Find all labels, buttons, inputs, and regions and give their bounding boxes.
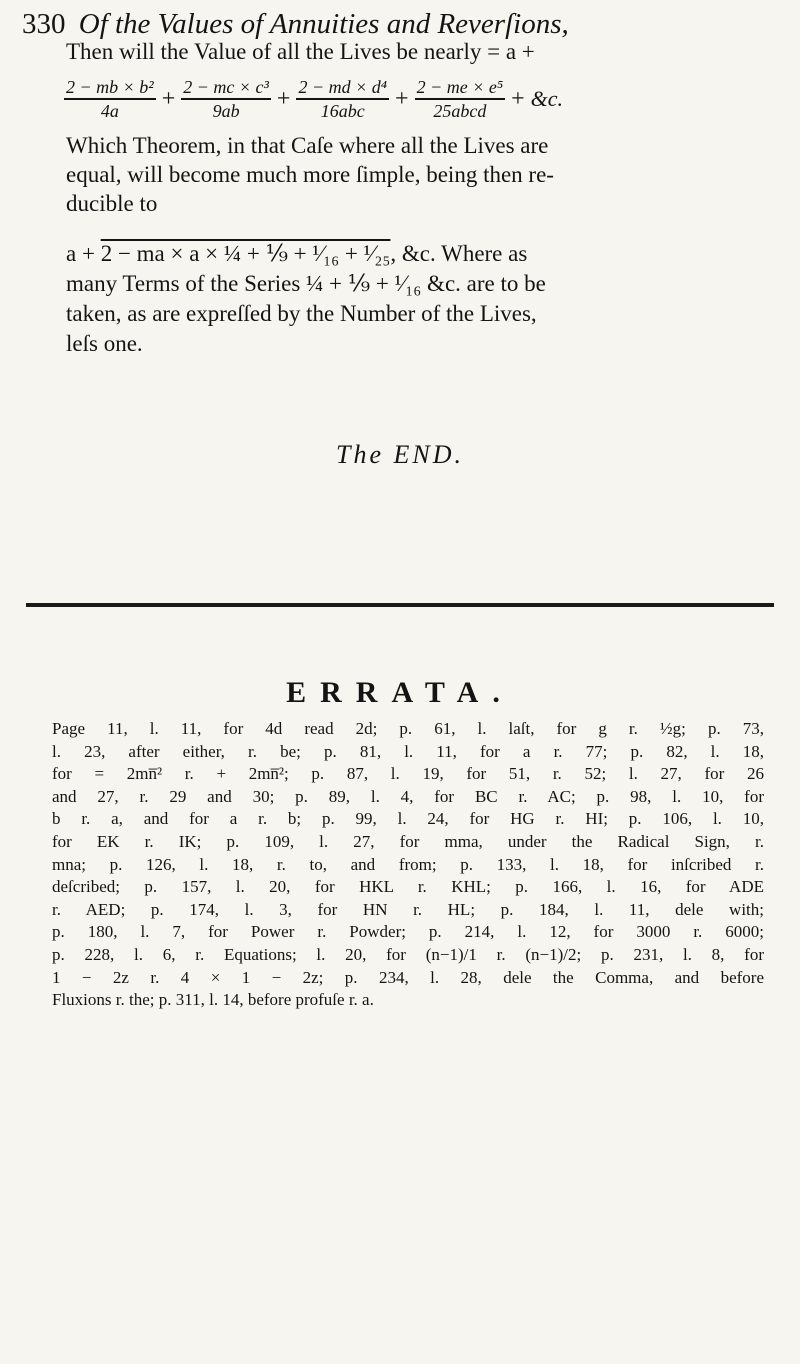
- term-1-numerator: 2 − mb × b²: [64, 76, 156, 100]
- errata-line: 1 − 2z r. 4 × 1 − 2z; p. 234, l. 28, dele the Comma, and before: [52, 967, 764, 987]
- term-2-numerator: 2 − mc × c³: [181, 76, 271, 100]
- errata-line: Fluxions r. the; p. 311, l. 14, before profuſe r. a.: [52, 990, 374, 1010]
- errata-line: and 27, r. 29 and 30; p. 89, l. 4, for BC r. AC; p. 98, l. 10, for: [52, 786, 764, 806]
- errata-line: p. 228, l. 6, r. Equations; l. 20, for (n−1)/1 r. (n−1)/2; p. 231, l. 8, for: [52, 944, 764, 964]
- body-line-4: ducible to: [66, 191, 158, 216]
- section-divider: [26, 603, 774, 607]
- term-3-numerator: 2 − md × d⁴: [296, 76, 389, 100]
- errata-list: [52, 718, 764, 1012]
- term-2-denominator: 9ab: [212, 101, 240, 121]
- plus-sign: +: [511, 85, 525, 112]
- term-3-denominator: 16abc: [320, 101, 365, 121]
- plus-sign: +: [395, 85, 409, 112]
- formula-term-3: [296, 76, 389, 122]
- line-5-lead: a +: [66, 241, 101, 266]
- errata-line: mna; p. 126, l. 18, r. to, and from; p. 133, l. 18, for inſcribed r.: [52, 854, 764, 874]
- body-line-1: Then will the Value of all the Lives be nearly = a +: [66, 39, 535, 64]
- errata-line: r. AED; p. 174, l. 3, for HN r. HL; p. 184, l. 11, dele with;: [52, 899, 764, 919]
- plus-sign: +: [276, 85, 291, 112]
- term-4-numerator: 2 − me × e⁵: [415, 76, 506, 100]
- errata-heading: ERRATA.: [286, 676, 514, 709]
- body-line-2: Which Theorem, in that Caſe where all the Lives are: [66, 133, 549, 158]
- errata-line: for = 2mn̅² r. + 2mn̅²; p. 87, l. 19, for 51, r. 52; l. 27, for 26: [52, 764, 764, 784]
- errata-line: deſcribed; p. 157, l. 20, for HKL r. KHL; p. 166, l. 16, for ADE: [52, 877, 764, 897]
- body-line-3: equal, will become much more ſimple, being then re-: [66, 162, 554, 187]
- plus-sign: +: [161, 85, 176, 112]
- errata-line: for EK r. IK; p. 109, l. 27, for mma, under the Radical Sign, r.: [52, 831, 764, 851]
- errata-line: b r. a, and for a r. b; p. 99, l. 24, for HG r. HI; p. 106, l. 10,: [52, 809, 764, 829]
- body-line-8: leſs one.: [66, 331, 143, 356]
- body-line-6: many Terms of the Series ¼ + ⅑ + ¹⁄₁₆ &c. are to be: [66, 271, 546, 296]
- running-head: [22, 8, 569, 41]
- the-end-mark: The END.: [336, 440, 464, 469]
- errata-line: p. 180, l. 7, for Power r. Powder; p. 214, l. 12, for 3000 r. 6000;: [52, 922, 764, 942]
- line-5-vinculum: 2 − ma × a × ¼ + ⅑ + ¹⁄₁₆ + ¹⁄₂₅: [100, 241, 391, 266]
- formula-term-2: [181, 76, 271, 122]
- formula-term-1: [64, 76, 156, 122]
- body-line-5: [66, 240, 527, 268]
- term-4-denominator: 25abcd: [433, 101, 487, 121]
- page-number: 330: [22, 8, 66, 40]
- formula-etc: &c.: [530, 86, 564, 111]
- series-formula: [64, 69, 563, 129]
- term-1-denominator: 4a: [100, 101, 119, 121]
- errata-line: Page 11, l. 11, for 4d read 2d; p. 61, l. laſt, for g r. ½g; p. 73,: [52, 719, 764, 738]
- page-title: Of the Values of Annuities and Reverſions,: [78, 8, 569, 40]
- formula-term-4: [415, 76, 506, 122]
- errata-line: l. 23, after either, r. be; p. 81, l. 11, for a r. 77; p. 82, l. 18,: [52, 741, 764, 761]
- body-line-7: taken, as are expreſſed by the Number of the Lives,: [66, 301, 537, 326]
- line-5-tail: , &c. Where as: [390, 241, 528, 266]
